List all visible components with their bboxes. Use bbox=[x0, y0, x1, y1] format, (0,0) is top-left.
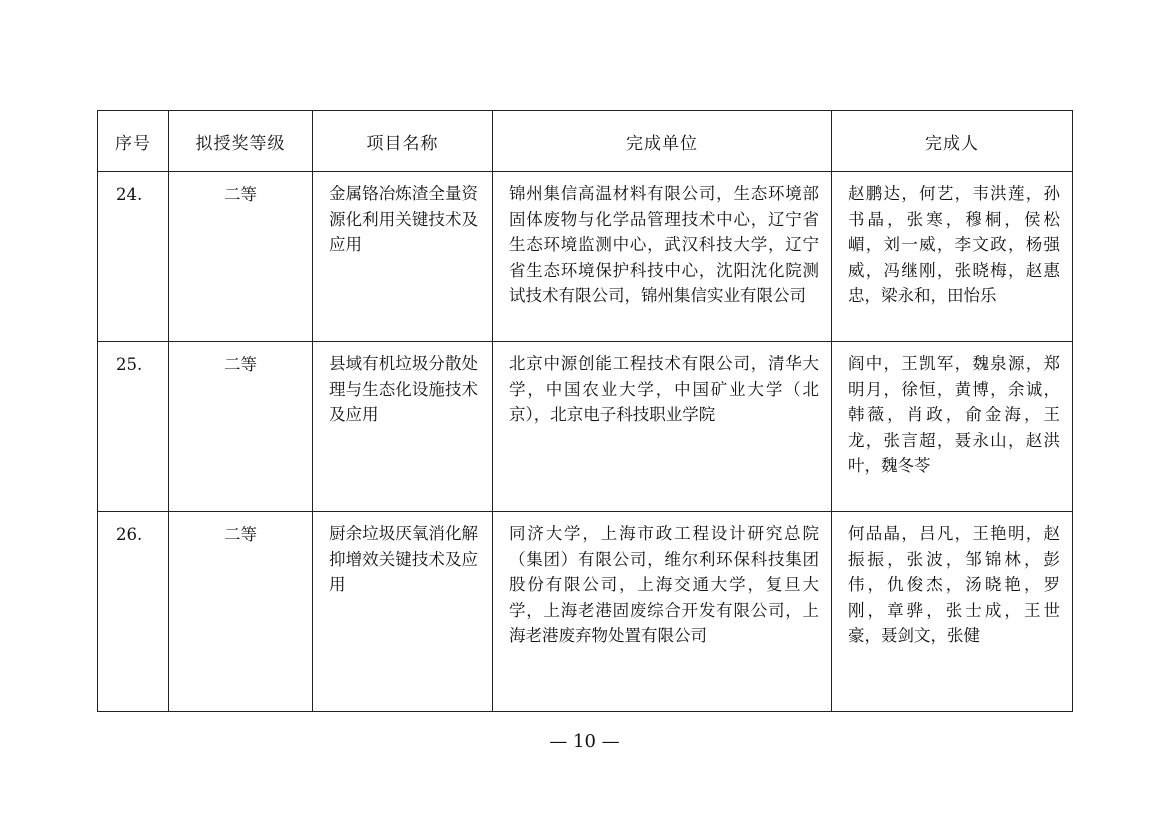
header-project-name: 项目名称 bbox=[313, 111, 493, 172]
header-completing-units: 完成单位 bbox=[493, 111, 832, 172]
header-serial-number: 序号 bbox=[98, 111, 169, 172]
cell-serial-number: 25. bbox=[98, 342, 169, 512]
cell-award-grade: 二等 bbox=[169, 172, 313, 342]
cell-completing-units: 北京中源创能工程技术有限公司，清华大学，中国农业大学，中国矿业大学（北京），北京电子科技职业学院 bbox=[493, 342, 832, 512]
cell-completing-units: 同济大学，上海市政工程设计研究总院（集团）有限公司，维尔利环保科技集团股份有限公司，上海交通大学，复旦大学，上海老港固废综合开发有限公司，上海老港废弃物处置有限公司 bbox=[493, 512, 832, 712]
cell-completing-units: 锦州集信高温材料有限公司，生态环境部固体废物与化学品管理技术中心，辽宁省生态环境监测中心，武汉科技大学，辽宁省生态环境保护科技中心，沈阳沈化院测试技术有限公司，锦州集信实业有限公司 bbox=[493, 172, 832, 342]
cell-award-grade: 二等 bbox=[169, 512, 313, 712]
table-header-row bbox=[98, 111, 1073, 172]
cell-project-name: 金属铬冶炼渣全量资源化利用关键技术及应用 bbox=[313, 172, 493, 342]
cell-serial-number: 26. bbox=[98, 512, 169, 712]
header-award-grade: 拟授奖等级 bbox=[169, 111, 313, 172]
page-number: — 10 — bbox=[549, 731, 620, 752]
table-row bbox=[98, 342, 1073, 512]
cell-serial-number: 24. bbox=[98, 172, 169, 342]
cell-completing-people: 何品晶，吕凡，王艳明，赵振振，张波，邹锦林，彭伟，仇俊杰，汤晓艳，罗刚，章骅，张士成，王世豪，聂剑文，张健 bbox=[832, 512, 1073, 712]
table-row bbox=[98, 512, 1073, 712]
cell-award-grade: 二等 bbox=[169, 342, 313, 512]
cell-completing-people: 阎中，王凯军，魏泉源，郑明月，徐恒，黄博，余诚，韩薇，肖政，俞金海，王龙，张言超，聂永山，赵洪叶，魏冬苓 bbox=[832, 342, 1073, 512]
header-completing-people: 完成人 bbox=[832, 111, 1073, 172]
award-table bbox=[97, 110, 1073, 712]
cell-completing-people: 赵鹏达，何艺，韦洪莲，孙书晶，张寒，穆桐，侯松嵋，刘一威，李文政，杨强威，冯继刚，张晓梅，赵惠忠，梁永和，田怡乐 bbox=[832, 172, 1073, 342]
table-row bbox=[98, 172, 1073, 342]
cell-project-name: 厨余垃圾厌氧消化解抑增效关键技术及应用 bbox=[313, 512, 493, 712]
cell-project-name: 县域有机垃圾分散处理与生态化设施技术及应用 bbox=[313, 342, 493, 512]
